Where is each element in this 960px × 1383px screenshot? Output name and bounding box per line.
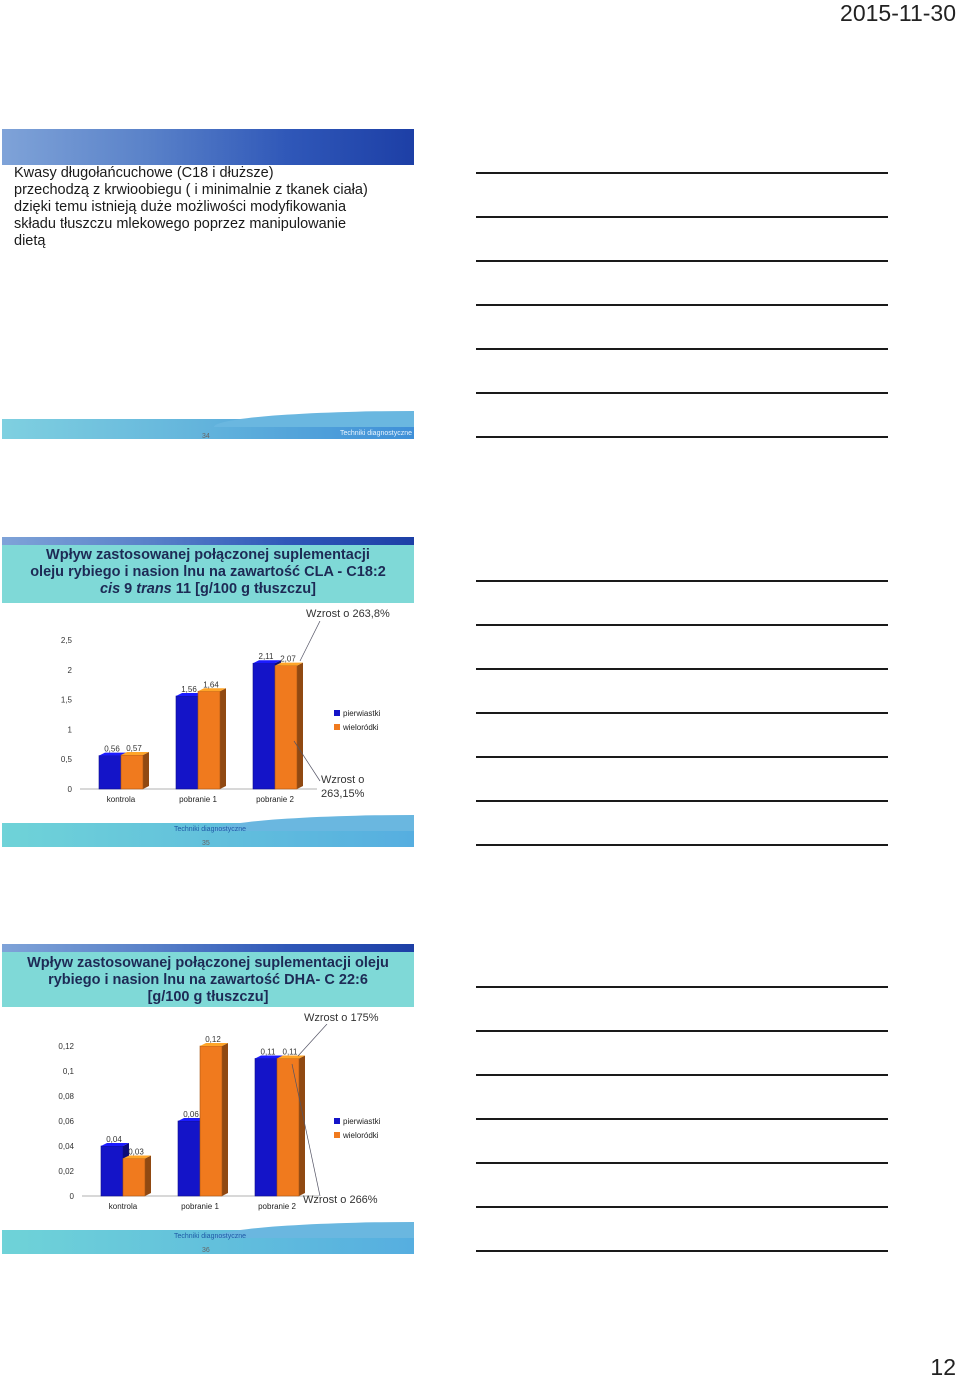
x-tick-label: pobranie 1 xyxy=(179,795,217,804)
title-text: 9 xyxy=(120,581,137,597)
title-line: Wpływ zastosowanej połączonej suplementacji oleju xyxy=(27,955,389,971)
annotation-line: 263,15% xyxy=(321,788,365,800)
body-line: dietą xyxy=(14,233,46,249)
annotation-top: Wzrost o 263,8% xyxy=(306,608,390,620)
y-tick-label: 1,5 xyxy=(60,695,72,705)
data-label: 0,57 xyxy=(126,744,142,754)
legend-label: pierwiastki xyxy=(343,709,381,718)
annotation-line: Wzrost o xyxy=(321,774,365,786)
data-label: 1,56 xyxy=(181,685,197,695)
slide-34 xyxy=(2,129,414,439)
slide-footer-text: Techniki diagnostyczne xyxy=(174,826,246,833)
y-tick-label: 0 xyxy=(69,1192,74,1201)
slide-body-text xyxy=(14,165,409,250)
bar-side xyxy=(220,688,226,789)
bar xyxy=(99,756,121,789)
date-header: 2015-11-30 xyxy=(840,0,956,26)
data-label: 0,11 xyxy=(260,1047,276,1057)
title-line: rybiego i nasion lnu na zawartość DHA- C 22:6 xyxy=(48,972,368,988)
x-tick-label: pobranie 2 xyxy=(258,1202,296,1211)
bar-side xyxy=(222,1043,228,1196)
legend-swatch xyxy=(334,1118,340,1124)
slide-title xyxy=(2,545,414,603)
body-line: Kwasy długołańcuchowe (C18 i dłuższe) xyxy=(14,165,274,181)
title-line: [g/100 g tłuszczu] xyxy=(147,989,269,1005)
bar-side xyxy=(297,663,303,789)
annotation-pointer xyxy=(298,1024,327,1056)
page-number: 12 xyxy=(930,1354,956,1380)
slide-header-bar xyxy=(2,944,414,952)
y-tick-label: 2,5 xyxy=(60,636,72,645)
body-line: składu tłuszczu mlekowego poprzez manipulowanie xyxy=(14,216,347,232)
bar xyxy=(123,1159,145,1197)
data-label: 2,11 xyxy=(258,652,274,662)
y-tick-label: 0,5 xyxy=(60,755,72,765)
bar-side xyxy=(299,1056,305,1197)
bar-side xyxy=(143,752,149,789)
slide-footer-text: Techniki diagnostyczne xyxy=(340,430,412,437)
slide-header-bar xyxy=(2,537,414,545)
bar xyxy=(255,1059,277,1197)
bar xyxy=(200,1046,222,1196)
legend-swatch xyxy=(334,1132,340,1138)
x-tick-label: pobranie 2 xyxy=(256,795,294,804)
title-text: 11 [g/100 g tłuszczu] xyxy=(171,581,316,597)
slide-header-bar xyxy=(2,129,414,165)
bar xyxy=(178,1121,200,1196)
slide-number: 36 xyxy=(202,1247,210,1254)
legend-label: pierwiastki xyxy=(343,1117,381,1126)
x-tick-label: kontrola xyxy=(108,1202,138,1211)
y-tick-label: 0,04 xyxy=(58,1142,74,1151)
annotation-bottom: Wzrost o 266% xyxy=(303,1194,378,1206)
bar xyxy=(101,1146,123,1196)
bar xyxy=(198,691,220,789)
x-tick-label: kontrola xyxy=(106,795,136,804)
bar xyxy=(176,696,198,789)
title-line: Wpływ zastosowanej połączonej suplementacji xyxy=(46,547,370,563)
slide-35 xyxy=(2,537,414,847)
title-line xyxy=(2,581,414,598)
body-line: przechodzą z krwioobiegu ( i minimalnie z tkanek ciała) xyxy=(14,182,368,198)
y-tick-label: 0,1 xyxy=(62,1067,74,1076)
y-tick-label: 2 xyxy=(67,665,72,675)
data-label: 0,56 xyxy=(104,744,120,754)
data-label: 1,64 xyxy=(203,680,219,690)
data-label: 0,11 xyxy=(282,1047,298,1057)
data-label: 2,07 xyxy=(280,654,296,664)
title-italic: cis xyxy=(99,581,121,597)
y-tick-label: 0 xyxy=(67,785,72,794)
legend-label: wieloródki xyxy=(343,723,379,732)
y-tick-label: 0,06 xyxy=(58,1117,74,1126)
title-line: oleju rybiego i nasion lnu na zawartość CLA - C18:2 xyxy=(30,564,386,580)
bar xyxy=(121,755,143,789)
x-tick-label: pobranie 1 xyxy=(181,1202,219,1211)
bar xyxy=(277,1059,299,1197)
y-tick-label: 1 xyxy=(67,725,72,735)
slide-title xyxy=(2,952,414,1007)
annotation-bottom xyxy=(321,773,364,801)
slide-number: 35 xyxy=(202,840,210,847)
annotation-pointer xyxy=(300,621,320,661)
legend-swatch xyxy=(334,724,340,730)
annotation-top: Wzrost o 175% xyxy=(304,1012,379,1024)
slide-36 xyxy=(2,944,414,1254)
y-tick-label: 0,12 xyxy=(58,1042,74,1051)
slide-footer-text: Techniki diagnostyczne xyxy=(174,1233,246,1240)
legend-swatch xyxy=(334,710,340,716)
legend-label: wieloródki xyxy=(343,1131,379,1140)
data-label: 0,04 xyxy=(106,1135,122,1144)
y-tick-label: 0,08 xyxy=(58,1092,74,1101)
body-line: dzięki temu istnieją duże możliwości modyfikowania xyxy=(14,199,347,215)
data-label: 0,06 xyxy=(183,1110,199,1119)
title-italic: trans xyxy=(136,581,172,597)
bar xyxy=(253,663,275,789)
bar-side xyxy=(145,1156,151,1197)
slide-number: 34 xyxy=(202,433,210,439)
y-tick-label: 0,02 xyxy=(58,1167,74,1176)
data-label: 0,12 xyxy=(205,1035,221,1044)
data-label: 0,03 xyxy=(128,1147,144,1157)
bar xyxy=(275,666,297,789)
